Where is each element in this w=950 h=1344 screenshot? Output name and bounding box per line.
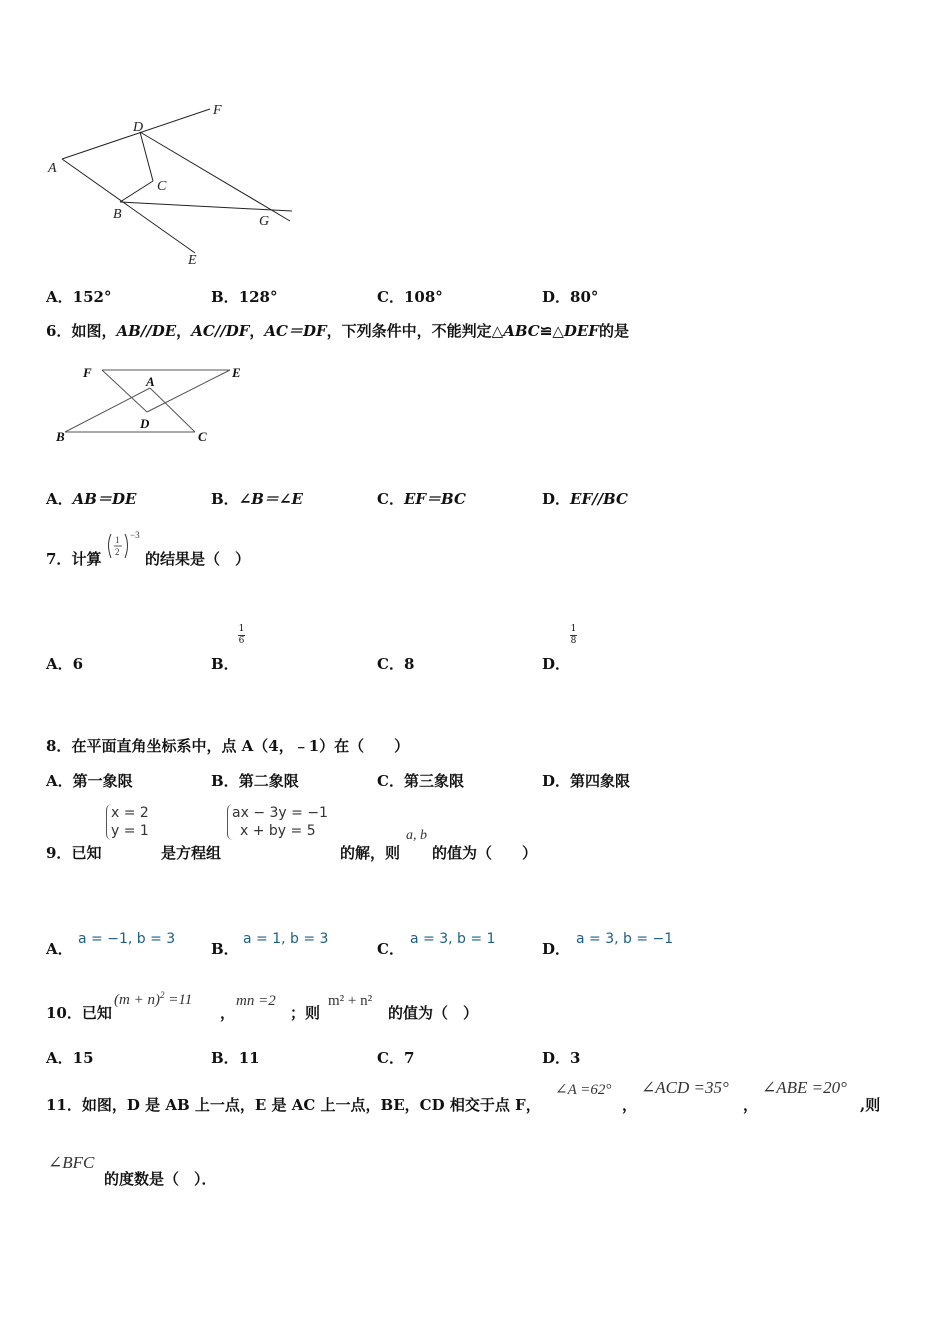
q9-option-b-text: a = 1, b = 3 xyxy=(243,931,329,947)
q10-expr-1-exponent: 2 xyxy=(159,990,165,1000)
option-text: 11 xyxy=(238,1049,260,1067)
option-text: 3 xyxy=(570,1049,581,1067)
q7-right-paren xyxy=(125,534,128,558)
q8-option-b[interactable] xyxy=(211,770,299,791)
q10-stem-end: 的值为（ ） xyxy=(388,1004,479,1022)
q6-option-a[interactable] xyxy=(46,488,136,509)
q5-option-b[interactable] xyxy=(211,286,278,307)
q5-line-DC xyxy=(140,132,153,181)
q9-solution-system xyxy=(106,804,149,840)
q11-stem-text: 如图，D 是 AB 上一点，E 是 AC 上一点，BE，CD 相交于点 F， xyxy=(81,1096,541,1114)
q6-sep-2: ， xyxy=(249,322,265,340)
q9-equation-brace xyxy=(227,804,328,840)
q6-label-f: F xyxy=(83,365,92,380)
option-letter: D． xyxy=(542,655,571,673)
option-text: AB＝DE xyxy=(72,490,137,508)
q5-figure xyxy=(40,95,310,270)
q8-option-a[interactable] xyxy=(46,770,133,791)
q7-stem-pre xyxy=(46,548,101,569)
question-number: 9． xyxy=(46,844,72,862)
q9-equation-system xyxy=(227,804,328,840)
q10-option-d[interactable] xyxy=(542,1047,580,1068)
q6-label-c: C xyxy=(198,429,207,444)
q6-given-2: AC//DF xyxy=(191,322,250,340)
q9-option-d-text: a = 3, b = −1 xyxy=(576,931,674,947)
q9-stem-mid: 是方程组 xyxy=(161,844,222,862)
option-letter: D． xyxy=(542,940,571,958)
question-number: 10． xyxy=(46,1004,82,1022)
q9-option-c[interactable] xyxy=(377,938,404,959)
q10-expr-2: mn =2 xyxy=(236,993,276,1009)
q7-option-b[interactable] xyxy=(211,653,239,674)
option-text: EF//BC xyxy=(570,490,628,508)
q11-sep-2: ， xyxy=(743,1096,759,1114)
q7-option-d[interactable] xyxy=(542,653,570,674)
q10-stem-mid: ；则 xyxy=(290,1004,321,1022)
q6-sep-1: ， xyxy=(176,322,192,340)
q5-option-c[interactable] xyxy=(377,286,443,307)
q10-expr-1 xyxy=(114,990,192,1009)
option-letter: C． xyxy=(377,1049,404,1067)
fraction-denominator: 6 xyxy=(238,636,245,646)
q11-angle-4: ∠BFC xyxy=(48,1153,95,1172)
q6-line-BA xyxy=(65,388,150,432)
option-text: 7 xyxy=(403,1049,415,1067)
q5-label-b: B xyxy=(113,207,122,222)
q8-stem-text: 在平面直角坐标系中，点 A（4，﹣1）在（ ） xyxy=(71,737,410,755)
q9-stem-mid2: 的解，则 xyxy=(340,844,401,862)
option-text: 第三象限 xyxy=(403,772,464,790)
q9-vars: a, b xyxy=(406,828,427,843)
q9-equation-2: x + by = 5 xyxy=(240,823,316,839)
option-text: 80° xyxy=(570,288,599,306)
q5-label-e: E xyxy=(188,253,197,268)
option-letter: C． xyxy=(377,940,404,958)
q10-stem-pre-text: 已知 xyxy=(81,1004,112,1022)
q6-label-e: E xyxy=(232,365,241,380)
option-letter: B． xyxy=(211,288,239,306)
q6-line-AC xyxy=(150,388,195,432)
option-text: 第四象限 xyxy=(570,772,631,790)
q9-solution-brace xyxy=(106,804,149,840)
option-text: 152° xyxy=(72,288,112,306)
option-text: 第一象限 xyxy=(72,772,133,790)
fraction-denominator: 8 xyxy=(570,636,577,646)
question-number: 6． xyxy=(46,322,72,340)
q5-label-f: F xyxy=(213,103,222,118)
fraction-numerator: 1 xyxy=(570,624,577,634)
q9-option-c-text: a = 3, b = 1 xyxy=(410,931,496,947)
q11-stem xyxy=(46,1094,541,1115)
option-text: 第二象限 xyxy=(238,772,299,790)
q6-figure xyxy=(50,360,250,450)
q6-triangle-1: ABC xyxy=(503,322,540,340)
q7-frac-den: 2 xyxy=(115,547,120,557)
q5-option-a[interactable] xyxy=(46,286,111,307)
fraction-numerator: 1 xyxy=(238,624,245,634)
q7-option-b-fraction xyxy=(238,625,245,646)
q9-solution-y: y = 1 xyxy=(111,823,149,839)
q9-option-a[interactable] xyxy=(46,938,73,959)
option-letter: A． xyxy=(46,490,73,508)
question-number: 8． xyxy=(46,737,72,755)
q6-label-b: B xyxy=(56,429,65,444)
option-letter: C． xyxy=(377,655,404,673)
q7-option-a[interactable] xyxy=(46,653,83,674)
q6-stem-pre: 如图， xyxy=(71,322,117,340)
q10-option-a[interactable] xyxy=(46,1047,94,1068)
q6-option-d[interactable] xyxy=(542,488,628,509)
option-letter: D． xyxy=(542,772,571,790)
q10-expr-1-base: (m + n) xyxy=(114,992,160,1008)
q6-given-1: AB//DE xyxy=(116,322,177,340)
q9-option-d[interactable] xyxy=(542,938,570,959)
option-letter: B． xyxy=(211,1049,239,1067)
q6-line-DE xyxy=(147,370,230,412)
q10-stem-pre xyxy=(46,1002,112,1023)
q10-option-c[interactable] xyxy=(377,1047,414,1068)
option-letter: A． xyxy=(46,940,73,958)
q6-triangle-2: DEF xyxy=(563,322,599,340)
q10-expr-1-rhs: =11 xyxy=(164,992,193,1008)
option-text: 108° xyxy=(403,288,443,306)
option-letter: B． xyxy=(211,772,239,790)
q6-stem xyxy=(46,320,629,341)
q11-sep-1: ， xyxy=(622,1096,638,1114)
option-text: ∠B＝∠E xyxy=(238,490,303,508)
question-number: 11． xyxy=(46,1096,82,1114)
q10-expr-3: m² + n² xyxy=(328,993,373,1009)
option-letter: A． xyxy=(46,655,73,673)
q5-label-d: D xyxy=(133,120,144,135)
q6-label-d: D xyxy=(140,416,150,431)
q7-option-d-fraction xyxy=(570,625,577,646)
q8-option-c[interactable] xyxy=(377,770,464,791)
option-text: 128° xyxy=(238,288,278,306)
option-letter: D． xyxy=(542,1049,571,1067)
q10-option-b[interactable] xyxy=(211,1047,260,1068)
q11-angle-2: ∠ACD =35° xyxy=(641,1078,729,1097)
option-letter: C． xyxy=(377,772,404,790)
q5-line-DG xyxy=(140,132,290,221)
q5-label-g: G xyxy=(259,214,270,229)
option-letter: D． xyxy=(542,490,571,508)
q5-label-a: A xyxy=(48,161,57,176)
q7-option-c[interactable] xyxy=(377,653,414,674)
q10-sep: ， xyxy=(220,1004,236,1022)
option-text: 15 xyxy=(72,1049,94,1067)
q5-option-d[interactable] xyxy=(542,286,598,307)
q6-option-c[interactable] xyxy=(377,488,466,509)
option-letter: A． xyxy=(46,772,73,790)
q6-triangle-symbol: △ xyxy=(552,322,564,340)
q9-equation-1: ax − 3y = −1 xyxy=(232,805,328,821)
q8-option-d[interactable] xyxy=(542,770,630,791)
option-letter: A． xyxy=(46,288,73,306)
q6-stem-end: 的是 xyxy=(598,322,629,340)
q6-label-a: A xyxy=(146,374,155,389)
q7-stem-pre-text: 计算 xyxy=(71,550,102,568)
option-letter: B． xyxy=(211,940,239,958)
q6-given-3: AC＝DF xyxy=(264,322,327,340)
q7-expression-svg xyxy=(105,528,145,564)
q5-label-c: C xyxy=(157,179,167,194)
option-letter: D． xyxy=(542,288,571,306)
option-text: EF＝BC xyxy=(403,490,466,508)
q6-option-b[interactable] xyxy=(211,488,303,509)
q6-line-FD xyxy=(102,370,147,412)
q5-line-AE xyxy=(62,159,195,253)
q11-stem-end: 的度数是（ ）． xyxy=(104,1170,217,1188)
q7-exponent: −3 xyxy=(130,530,140,540)
q7-expression xyxy=(105,528,145,568)
q6-stem-mid: ，下列条件中，不能判定△ xyxy=(326,322,504,340)
q11-then: ,则 xyxy=(860,1096,881,1114)
option-letter: C． xyxy=(377,288,404,306)
q5-line-CB xyxy=(120,181,153,202)
q7-left-paren xyxy=(109,534,112,558)
q8-stem xyxy=(46,735,409,756)
q9-solution-x: x = 2 xyxy=(111,805,149,821)
q9-stem-end: 的值为（ ） xyxy=(432,844,538,862)
option-letter: B． xyxy=(211,655,239,673)
option-letter: C． xyxy=(377,490,404,508)
option-letter: B． xyxy=(211,490,239,508)
q11-angle-1: ∠A =62° xyxy=(555,1082,612,1098)
option-letter: A． xyxy=(46,1049,73,1067)
question-number: 7． xyxy=(46,550,72,568)
q9-option-b[interactable] xyxy=(211,938,239,959)
option-text: 8 xyxy=(403,655,415,673)
q6-congruent-symbol: ≌ xyxy=(539,322,553,340)
q7-frac-num: 1 xyxy=(115,535,120,545)
q7-stem-end: 的结果是（ ） xyxy=(145,550,251,568)
option-text: 6 xyxy=(72,655,84,673)
q11-angle-3: ∠ABE =20° xyxy=(762,1078,847,1097)
q9-stem-pre-text: 已知 xyxy=(71,844,102,862)
q9-option-a-text: a = −1, b = 3 xyxy=(78,931,176,947)
q9-stem-pre xyxy=(46,842,101,863)
